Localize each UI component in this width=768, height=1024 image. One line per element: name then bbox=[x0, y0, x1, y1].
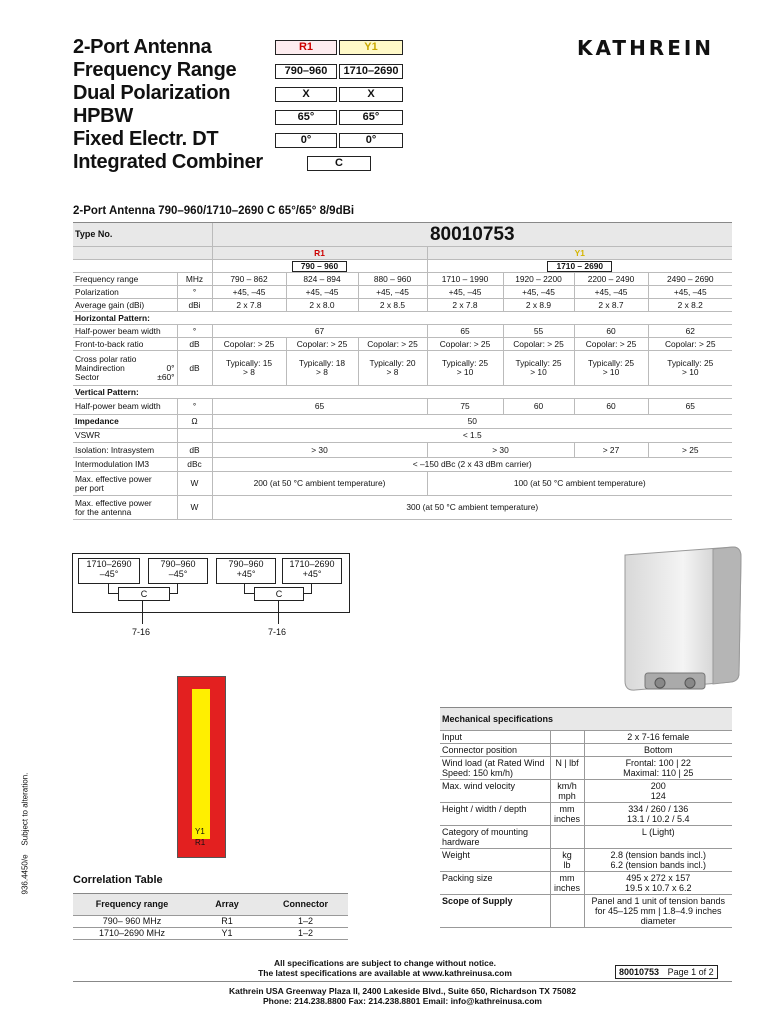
table-row bbox=[73, 496, 732, 520]
cell: 334 / 260 / 136 13.1 / 10.2 / 5.4 bbox=[584, 803, 732, 826]
cell: Input bbox=[440, 731, 550, 744]
table-row bbox=[73, 429, 732, 443]
cell-line: Typically: 25 bbox=[515, 358, 562, 368]
array-r1-label: R1 bbox=[195, 838, 206, 847]
row-label: Isolation: Intrasystem bbox=[73, 443, 177, 458]
box-line: 790–960 bbox=[228, 559, 264, 569]
cell: mm inches bbox=[550, 803, 584, 826]
cell: 62 bbox=[648, 325, 732, 338]
cell: Weight bbox=[440, 849, 550, 872]
cell: Packing size bbox=[440, 872, 550, 895]
row-unit: dB bbox=[177, 443, 212, 458]
box-line: 790–960 bbox=[160, 559, 196, 569]
box-line: +45° bbox=[302, 569, 322, 579]
cell: 75 bbox=[427, 399, 503, 415]
vertical-pattern-heading: Vertical Pattern: bbox=[73, 386, 732, 399]
row-label bbox=[73, 472, 177, 496]
cell-line: > 10 bbox=[456, 367, 474, 377]
antenna-product-image bbox=[615, 545, 755, 700]
cell bbox=[503, 351, 574, 386]
diagram-wire bbox=[311, 583, 312, 593]
cell: 1710 – 1990 bbox=[427, 273, 503, 286]
footer-notice-line: All specifications are subject to change without notice. bbox=[274, 958, 496, 968]
table-row bbox=[73, 338, 732, 351]
y1-range-box: 1710 – 2690 bbox=[547, 261, 612, 272]
cell: > 30 bbox=[212, 443, 427, 458]
header-hpbw-r1: 65° bbox=[275, 110, 337, 125]
cell: 2 x 7-16 female bbox=[584, 731, 732, 744]
footer-contact-line: Phone: 214.238.8800 Fax: 214.238.8801 Email: info@kathreinusa.com bbox=[262, 996, 542, 1006]
cell: 60 bbox=[574, 399, 648, 415]
cell: +45, –45 bbox=[286, 286, 358, 299]
header-combiner: C bbox=[307, 156, 371, 171]
corr-header: Array bbox=[191, 894, 263, 916]
row-unit: dBc bbox=[177, 458, 212, 472]
header-freq-r1: 790–960 bbox=[275, 64, 337, 79]
cell: 300 (at 50 °C ambient temperature) bbox=[212, 496, 732, 520]
cell: 1–2 bbox=[263, 916, 348, 928]
cell: Frontal: 100 | 22 Maximal: 110 | 25 bbox=[584, 757, 732, 780]
cell-line: > 8 bbox=[386, 367, 399, 377]
row-unit: W bbox=[177, 496, 212, 520]
cell: 2490 – 2690 bbox=[648, 273, 732, 286]
diagram-wire bbox=[177, 583, 178, 593]
table-row bbox=[73, 273, 732, 286]
cell-line: Typically: 18 bbox=[298, 358, 346, 368]
row-unit: MHz bbox=[177, 273, 212, 286]
cell: +45, –45 bbox=[574, 286, 648, 299]
cell-line: > 8 bbox=[243, 367, 255, 377]
header-titles bbox=[73, 36, 263, 174]
table-row bbox=[73, 928, 348, 940]
table-row bbox=[73, 415, 732, 429]
header-r1-badge: R1 bbox=[275, 40, 337, 55]
row-unit: dB bbox=[177, 338, 212, 351]
table-row bbox=[73, 443, 732, 458]
cell-line: > 10 bbox=[681, 367, 699, 377]
cell: R1 bbox=[191, 916, 263, 928]
label-line: per port bbox=[75, 482, 104, 493]
cell: 790– 960 MHz bbox=[73, 916, 191, 928]
cell: 65 bbox=[212, 399, 427, 415]
cell: +45, –45 bbox=[503, 286, 574, 299]
cell: Max. wind velocity bbox=[440, 780, 550, 803]
cell-line: Typically: 15 bbox=[225, 358, 273, 368]
diagram-box-2 bbox=[148, 558, 208, 584]
diagram-wire bbox=[244, 583, 245, 593]
title-line-5: Fixed Electr. DT bbox=[73, 128, 219, 150]
type-no-label: Type No. bbox=[73, 223, 212, 247]
r1-range-box: 790 – 960 bbox=[292, 261, 347, 272]
table-row bbox=[73, 472, 732, 496]
correlation-table bbox=[73, 893, 348, 940]
cell: 65 bbox=[427, 325, 503, 338]
title-line-6: Integrated Combiner bbox=[73, 151, 263, 173]
correlation-title: Correlation Table bbox=[73, 874, 163, 886]
cell: 60 bbox=[503, 399, 574, 415]
cell: 1920 – 2200 bbox=[503, 273, 574, 286]
cell: 200 (at 50 °C ambient temperature) bbox=[212, 472, 427, 496]
row-label bbox=[73, 496, 177, 520]
cell: Wind load (at Rated Wind Speed: 150 km/h) bbox=[440, 757, 550, 780]
header-y1-badge: Y1 bbox=[339, 40, 403, 55]
cell: 60 bbox=[574, 325, 648, 338]
cell bbox=[574, 351, 648, 386]
title-line-2: Frequency Range bbox=[73, 59, 237, 81]
cell: kg lb bbox=[550, 849, 584, 872]
row-label: Average gain (dBi) bbox=[73, 299, 177, 312]
row-unit: ° bbox=[177, 286, 212, 299]
header-dt-r1: 0° bbox=[275, 133, 337, 148]
table-row bbox=[440, 826, 732, 849]
cell bbox=[648, 351, 732, 386]
cell: 2 x 8.5 bbox=[358, 299, 427, 312]
mechanical-specs-table bbox=[440, 707, 732, 928]
cell: 2 x 8.2 bbox=[648, 299, 732, 312]
title-line-1: 2-Port Antenna bbox=[73, 36, 212, 58]
header-dt-y1: 0° bbox=[339, 133, 403, 148]
spec-r1-header: R1 bbox=[212, 247, 427, 260]
header-pol-r1: X bbox=[275, 87, 337, 102]
cpr-label-angle: 0° bbox=[166, 362, 175, 373]
cell: Connector position bbox=[440, 744, 550, 757]
cell: 790 – 862 bbox=[212, 273, 286, 286]
cell-line: > 10 bbox=[530, 367, 547, 377]
diagram-box-1 bbox=[78, 558, 140, 584]
cell: 2 x 8.9 bbox=[503, 299, 574, 312]
table-row bbox=[73, 458, 732, 472]
combiner-box-left: C bbox=[118, 587, 170, 601]
diagram-wire bbox=[108, 583, 109, 593]
cell: < 1.5 bbox=[212, 429, 732, 443]
table-row bbox=[440, 849, 732, 872]
cpr-label-angle: ±60° bbox=[157, 371, 175, 382]
row-label: Intermodulation IM3 bbox=[73, 458, 177, 472]
row-label: VSWR bbox=[73, 429, 177, 443]
spec-y1-header: Y1 bbox=[427, 247, 732, 260]
diagram-wire bbox=[142, 600, 143, 624]
cell: 824 – 894 bbox=[286, 273, 358, 286]
cell: Category of mounting hardware bbox=[440, 826, 550, 849]
cross-polar-label bbox=[73, 351, 177, 386]
cell bbox=[212, 351, 286, 386]
cell: Copolar: > 25 bbox=[358, 338, 427, 351]
cpr-label-line: Cross polar ratio bbox=[75, 353, 137, 364]
row-unit: dB bbox=[177, 351, 212, 386]
cell-line: Typically: 20 bbox=[369, 358, 416, 368]
page-indicator bbox=[615, 965, 718, 979]
cell: Copolar: > 25 bbox=[286, 338, 358, 351]
cell: 2 x 7.8 bbox=[212, 299, 286, 312]
doc-number: 80010753 bbox=[619, 967, 660, 977]
cell: 50 bbox=[212, 415, 732, 429]
row-label: Impedance bbox=[73, 415, 177, 429]
cell: +45, –45 bbox=[212, 286, 286, 299]
row-label: Front-to-back ratio bbox=[73, 338, 177, 351]
cell-line: > 8 bbox=[316, 367, 328, 377]
table-row bbox=[440, 780, 732, 803]
row-label: Polarization bbox=[73, 286, 177, 299]
mechanical-title: Mechanical specifications bbox=[440, 708, 732, 731]
row-unit: ° bbox=[177, 325, 212, 338]
footer-divider bbox=[73, 981, 732, 982]
box-line: –45° bbox=[168, 569, 188, 579]
table-row bbox=[440, 872, 732, 895]
cell bbox=[286, 351, 358, 386]
cell: Bottom bbox=[584, 744, 732, 757]
cell-line: > 10 bbox=[602, 367, 620, 377]
cell: 100 (at 50 °C ambient temperature) bbox=[427, 472, 732, 496]
cell: mm inches bbox=[550, 872, 584, 895]
row-label: Half-power beam width bbox=[73, 325, 177, 338]
table-row bbox=[73, 351, 732, 386]
array-y1-label: Y1 bbox=[195, 827, 205, 836]
type-no-value: 80010753 bbox=[212, 223, 732, 247]
table-row bbox=[440, 895, 732, 928]
cell: > 27 bbox=[574, 443, 648, 458]
side-note: 936.4450/e Subject to alteration. bbox=[20, 772, 30, 895]
row-unit: ° bbox=[177, 399, 212, 415]
cell: Copolar: > 25 bbox=[212, 338, 286, 351]
cell bbox=[550, 731, 584, 744]
cell: 2200 – 2490 bbox=[574, 273, 648, 286]
connector-label-left: 7-16 bbox=[132, 627, 151, 637]
cell: Copolar: > 25 bbox=[574, 338, 648, 351]
row-label: Half-power beam width bbox=[73, 399, 177, 415]
table-row bbox=[73, 325, 732, 338]
row-label: Frequency range bbox=[73, 273, 177, 286]
cell: Height / width / depth bbox=[440, 803, 550, 826]
footer-notice bbox=[200, 958, 570, 978]
cell: Y1 bbox=[191, 928, 263, 940]
cell: Copolar: > 25 bbox=[427, 338, 503, 351]
cell: 880 – 960 bbox=[358, 273, 427, 286]
cell: > 25 bbox=[648, 443, 732, 458]
page-number: Page 1 of 2 bbox=[667, 967, 714, 977]
label-line: for the antenna bbox=[75, 506, 132, 517]
cell-line: Typically: 25 bbox=[587, 358, 635, 368]
cell: L (Light) bbox=[584, 826, 732, 849]
product-subtitle: 2-Port Antenna 790–960/1710–2690 C 65°/65° 8/9dBi bbox=[73, 205, 355, 217]
header-freq-y1: 1710–2690 bbox=[339, 64, 403, 79]
cell: 1710–2690 MHz bbox=[73, 928, 191, 940]
box-line: –45° bbox=[99, 569, 119, 579]
cell bbox=[550, 744, 584, 757]
header-pol-y1: X bbox=[339, 87, 403, 102]
diagram-box-4 bbox=[282, 558, 342, 584]
table-row bbox=[73, 916, 348, 928]
footer-address-line: Kathrein USA Greenway Plaza II, 2400 Lakeside Blvd., Suite 650, Richardson TX 75082 bbox=[229, 986, 576, 996]
corr-header: Connector bbox=[263, 894, 348, 916]
title-line-3: Dual Polarization bbox=[73, 82, 231, 104]
label-line: Max. effective power bbox=[75, 497, 152, 508]
cell: 1–2 bbox=[263, 928, 348, 940]
box-line: 1710–2690 bbox=[86, 559, 132, 569]
cell bbox=[550, 826, 584, 849]
row-unit: Ω bbox=[177, 415, 212, 429]
connector-label-right: 7-16 bbox=[268, 627, 287, 637]
table-row bbox=[73, 286, 732, 299]
table-row bbox=[440, 757, 732, 780]
row-unit: dBi bbox=[177, 299, 212, 312]
footer-address bbox=[73, 986, 732, 1006]
cpr-label-line: Sector bbox=[75, 371, 100, 382]
cell: km/h mph bbox=[550, 780, 584, 803]
table-row bbox=[73, 399, 732, 415]
array-y1-strip bbox=[192, 689, 210, 839]
table-row bbox=[440, 803, 732, 826]
table-row bbox=[440, 731, 732, 744]
cell bbox=[358, 351, 427, 386]
cell: Scope of Supply bbox=[440, 895, 550, 928]
cell: 65 bbox=[648, 399, 732, 415]
diagram-wire bbox=[244, 593, 254, 594]
cell: 67 bbox=[212, 325, 427, 338]
cell: < –150 dBc (2 x 43 dBm carrier) bbox=[212, 458, 732, 472]
cell-line: Typically: 25 bbox=[667, 358, 714, 368]
cell bbox=[427, 351, 503, 386]
cell: Panel and 1 unit of tension bands for 45–125 mm | 1.8–4.9 inches diameter bbox=[584, 895, 732, 928]
cell: 2.8 (tension bands incl.) 6.2 (tension bands incl.) bbox=[584, 849, 732, 872]
cell: +45, –45 bbox=[358, 286, 427, 299]
wiring-diagram bbox=[72, 553, 352, 643]
cell: +45, –45 bbox=[427, 286, 503, 299]
diagram-wire bbox=[278, 600, 279, 624]
label-line: Max. effective power bbox=[75, 473, 152, 484]
cell: 2 x 8.0 bbox=[286, 299, 358, 312]
cell: +45, –45 bbox=[648, 286, 732, 299]
horizontal-pattern-heading: Horizontal Pattern: bbox=[73, 312, 732, 325]
cell bbox=[550, 895, 584, 928]
box-line: 1710–2690 bbox=[289, 559, 335, 569]
cell: 2 x 7.8 bbox=[427, 299, 503, 312]
cell-line: Typically: 25 bbox=[441, 358, 489, 368]
cpr-label-line: Maindirection bbox=[75, 362, 125, 373]
table-row bbox=[440, 744, 732, 757]
cell: > 30 bbox=[427, 443, 574, 458]
cell: 495 x 272 x 157 19.5 x 10.7 x 6.2 bbox=[584, 872, 732, 895]
row-unit: W bbox=[177, 472, 212, 496]
header-hpbw-y1: 65° bbox=[339, 110, 403, 125]
title-line-4: HPBW bbox=[73, 105, 133, 127]
kathrein-logo: KATHREIN bbox=[577, 36, 715, 60]
cell: 200 124 bbox=[584, 780, 732, 803]
corr-header: Frequency range bbox=[73, 894, 191, 916]
cell: 2 x 8.7 bbox=[574, 299, 648, 312]
diagram-wire bbox=[108, 593, 118, 594]
diagram-box-3 bbox=[216, 558, 276, 584]
cell: Copolar: > 25 bbox=[503, 338, 574, 351]
spec-table bbox=[73, 222, 732, 520]
cell: 55 bbox=[503, 325, 574, 338]
table-row bbox=[73, 299, 732, 312]
combiner-box-right: C bbox=[254, 587, 304, 601]
mechanical-rows bbox=[440, 731, 732, 928]
array-illustration bbox=[177, 676, 226, 858]
cell: N | lbf bbox=[550, 757, 584, 780]
cell: Copolar: > 25 bbox=[648, 338, 732, 351]
footer-notice-line: The latest specifications are available at www.kathreinusa.com bbox=[258, 968, 512, 978]
box-line: +45° bbox=[236, 569, 256, 579]
